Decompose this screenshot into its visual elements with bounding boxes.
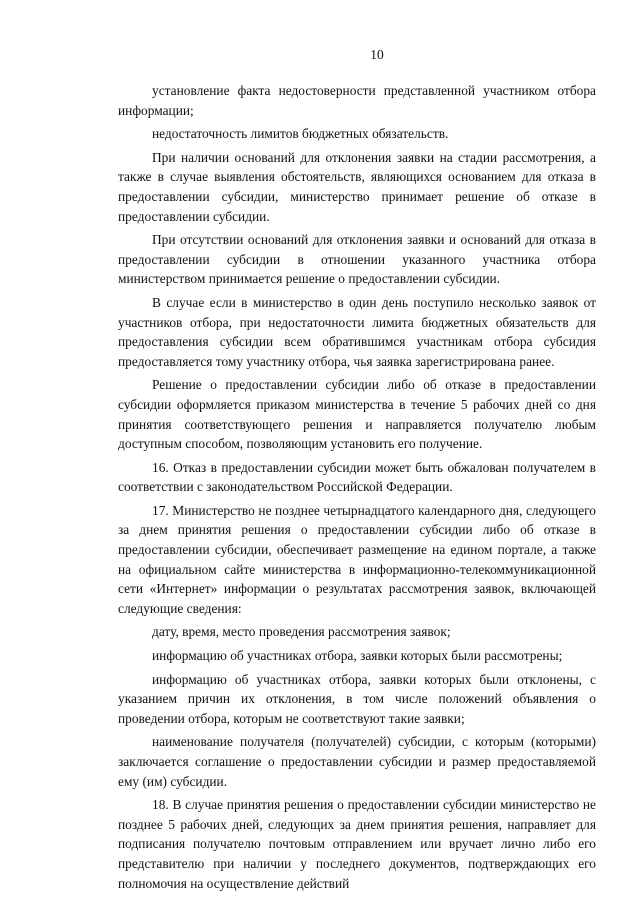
page-number: 10 xyxy=(370,47,384,62)
paragraph-multiple-applications: В случае если в министерство в один день поступило несколько заявок от участников отбора, при недостаточности лимита бюджетных обязательств для предоставления субсидии всем обратившимся участникам отбора субсидия предоставляется тому участнику отбора, чья заявка зарегистрирована ранее. xyxy=(118,294,596,369)
paragraph-order-issuance: Решение о предоставлении субсидии либо об отказе в предоставлении субсидии оформляется приказом министерства в течение 5 рабочих дней со дня принятия соответствующего решения и направляется получателю любым доступным способом, позволяющим установить его получение. xyxy=(118,377,596,452)
list-item-rejected-participants: информацию об участниках отбора, заявки которых были отклонены, с указанием причин их отклонения, в том числе положений объявления о проведении отбора, которым не соответствуют такие заявки; xyxy=(118,671,596,726)
list-item-date-time: дату, время, место проведения рассмотрения заявок; xyxy=(152,624,451,640)
paragraph-refusal-decision: При наличии оснований для отклонения заявки на стадии рассмотрения, а также в случае выявления обстоятельств, являющихся основанием для отказа в предоставлении субсидии, министерство принимает решение об отказе в предоставлении субсидии. xyxy=(118,149,596,224)
paragraph-grant-decision: При отсутствии оснований для отклонения заявки и оснований для отказа в предоставлении субсидии в отношении указанного участника отбора министерством принимается решение о предоставлении субсидии. xyxy=(118,232,596,287)
document-body xyxy=(118,81,596,893)
list-item-reviewed-participants: информацию об участниках отбора, заявки которых были рассмотрены; xyxy=(152,648,563,664)
paragraph-appeal: 16. Отказ в предоставлении субсидии может быть обжалован получателем в соответствии с законодательством Российской Федерации. xyxy=(118,459,596,495)
paragraph-unreliable-info: установление факта недостоверности представленной участником отбора информации; xyxy=(118,83,596,118)
paragraph-publication: 17. Министерство не позднее четырнадцатого календарного дня, следующего за днем принятия решения о предоставлении субсидии либо об отказе в предоставлении субсидии, обеспечивает размещение на едином портале, а также на официальном сайте министерства в информационно-телекоммуникационной сети «Интернет» информации о результатах рассмотрения заявок, включающей следующие сведения: xyxy=(118,502,596,616)
paragraph-agreement-signing: 18. В случае принятия решения о предоставлении субсидии министерство не позднее 5 рабочих дней, следующих за днем принятия решения, направляет для подписания получателю почтовым отправлением или вручает лично либо его представителю при наличии у последнего документов, подтверждающих его полномочия на осуществление действий xyxy=(118,797,596,891)
list-item-recipient-name: наименование получателя (получателей) субсидии, с которым (которыми) заключается соглашение о предоставлении субсидии и размер предоставляемой ему (им) субсидии. xyxy=(118,734,596,789)
paragraph-budget-limits: недостаточность лимитов бюджетных обязательств. xyxy=(152,126,449,142)
